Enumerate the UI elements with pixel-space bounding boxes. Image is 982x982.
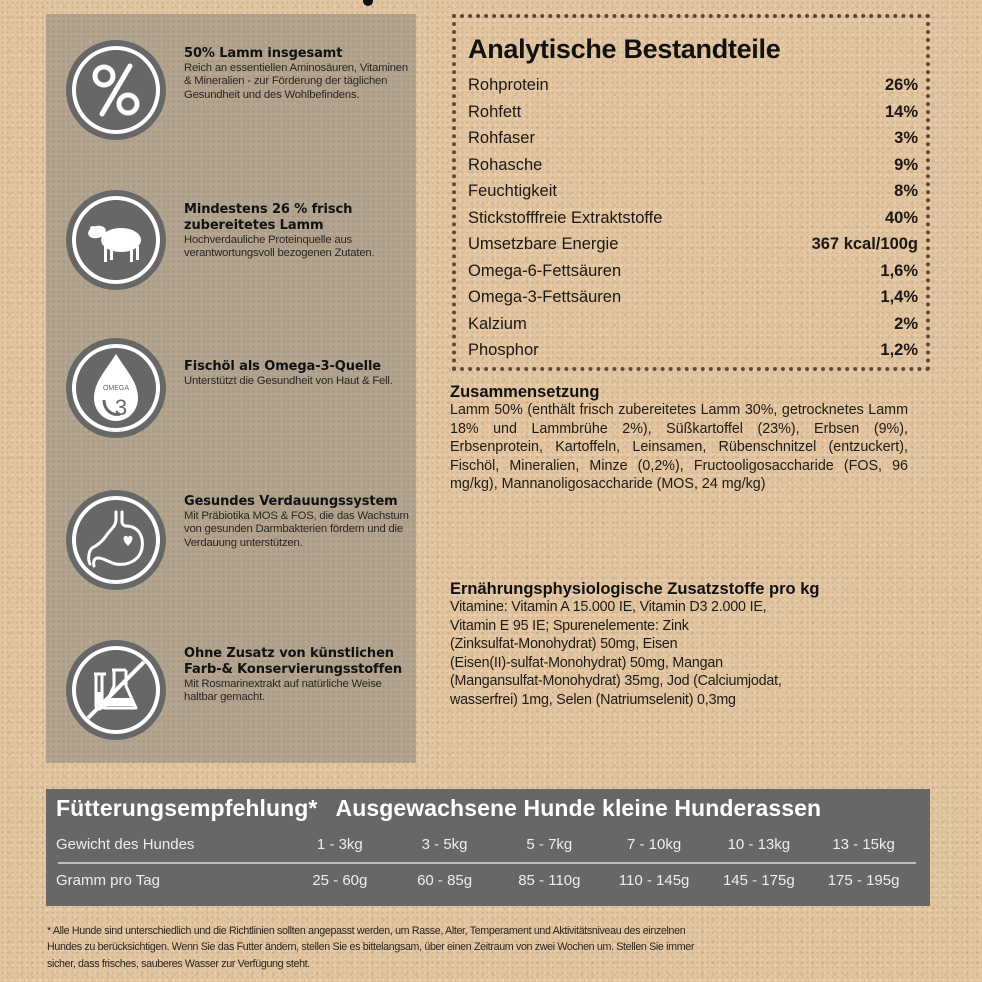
stomach-heart-icon (66, 490, 166, 590)
analytics-row (468, 156, 918, 183)
analytics-row (468, 315, 918, 342)
omega-3-drop-icon (66, 338, 166, 438)
additives-line: Vitamin E 95 IE; Spurenelemente: Zink (450, 617, 689, 634)
additives-line: (Eisen(II)-sulfat-Monohydrat) 50mg, Mangan (450, 654, 723, 671)
analytics-list (468, 76, 918, 368)
feeding-subtitle: Ausgewachsene Hunde kleine Hunderassen (335, 795, 822, 821)
analytics-label: Kalzium (468, 314, 527, 333)
analytics-row (468, 103, 918, 130)
analytics-row (468, 76, 918, 103)
analytics-label: Rohfett (468, 102, 522, 121)
analytics-row (468, 182, 918, 209)
analytics-value: 14% (884, 102, 918, 121)
feature-description: Reich an essentiellen Aminosäuren, Vitaminen & Mineralien - zur Förderung der täglichen Gesundheit und des Wohlbefindens. (184, 62, 408, 101)
analytics-value: 8% (894, 182, 918, 200)
analytics-label: Rohfaser (468, 129, 535, 147)
table-cell: 145 - 175g (722, 871, 795, 889)
analytics-title: Analytische Bestandteile (468, 34, 781, 64)
analytics-label: Stickstofffreie Extraktstoffe (468, 208, 663, 227)
additives-line: (Mangansulfat-Monohydrat) 35mg, Jod (Calciumjodat, (450, 673, 782, 690)
analytics-value: 2% (894, 314, 918, 333)
feeding-recommendation-table (46, 789, 930, 906)
analytics-row (468, 341, 918, 368)
additives-line: Vitamine: Vitamin A 15.000 IE, Vitamin D3 2.000 IE, (450, 599, 767, 615)
feeding-header (56, 795, 821, 822)
sheep-icon (66, 190, 166, 290)
row-header: Gramm pro Tag (56, 871, 160, 889)
analytics-label: Umsetzbare Energie (468, 235, 619, 253)
feature-description: Unterstützt die Gesundheit von Haut & Fell. (184, 375, 393, 387)
feature-description: Mit Präbiotika MOS & FOS, die das Wachstum von gesunden Darmbakterien fördern und die Verdauung unterstützen. (184, 510, 409, 549)
analytics-label: Feuchtigkeit (468, 182, 557, 200)
feeding-title: Fütterungsempfehlung* (56, 795, 318, 821)
features-panel (46, 14, 416, 763)
composition-section (450, 383, 908, 494)
table-cell: 175 - 195g (827, 871, 900, 889)
table-row-weight (56, 830, 916, 858)
feature-title: 50% Lamm insgesamt (184, 46, 343, 61)
analytical-constituents-box (452, 14, 930, 371)
analytics-row (468, 235, 918, 262)
no-chemicals-icon (66, 640, 166, 740)
analytics-row (468, 288, 918, 315)
footnote-line: Hundes zu berücksichtigen. Wenn Sie das Futter ändern, stellen Sie es bittelangsam, über einen Zeitraum von zwei Wochen um. Stellen Sie immer (47, 941, 695, 954)
analytics-value: 3% (894, 129, 918, 147)
table-row-grams (56, 866, 916, 894)
table-cell: 60 - 85g (417, 871, 473, 889)
feature-title: Fischöl als Omega-3-Quelle (184, 359, 382, 374)
analytics-value: 40% (884, 208, 918, 227)
analytics-label: Omega-6-Fettsäuren (468, 261, 622, 280)
analytics-row (468, 209, 918, 236)
analytics-row (468, 262, 918, 289)
feature-title: Mindestens 26 % frisch zubereitetes Lamm (184, 202, 353, 233)
decorative-dot (363, 0, 373, 6)
svg-text:3: 3 (114, 395, 128, 420)
composition-text: Lamm 50% (enthält frisch zubereitetes Lamm 30%, getrocknetes Lamm 18% und Lammbrühe 2%), Süßkartoffel (23%), Erbsen (9%), Erbsenprotein, Kartoffeln, Leinsamen, Rübenschnitzel (entzuckert), Fischöl, Mineralien, Minze (0,2%), Fructooligosaccharide (FOS, 96 mg/kg), Mannanoligosaccharide (MOS, 24 mg/kg) (450, 402, 908, 493)
footnote (47, 923, 947, 972)
analytics-value: 367 kcal/100g (811, 235, 918, 253)
footnote-line: sicher, dass frisches, sauberes Wasser zur Verfügung steht. (47, 957, 310, 970)
analytics-label: Omega-3-Fettsäuren (468, 288, 622, 306)
analytics-row (468, 129, 918, 156)
analytics-label: Phosphor (468, 341, 539, 359)
table-cell: 1 - 3kg (316, 835, 363, 853)
additives-line: (Zinksulfat-Monohydrat) 50mg, Eisen (450, 636, 678, 653)
table-cell: 7 - 10kg (626, 835, 682, 853)
percent-icon (66, 40, 166, 140)
analytics-label: Rohprotein (468, 76, 549, 94)
analytics-value: 1,2% (880, 341, 918, 359)
table-cell: 110 - 145g (618, 871, 690, 889)
table-cell: 10 - 13kg (727, 835, 791, 853)
analytics-value: 9% (894, 155, 918, 174)
table-divider (58, 862, 916, 864)
additives-text (450, 598, 920, 710)
row-header: Gewicht des Hundes (56, 835, 195, 853)
additives-title: Ernährungsphysiologische Zusatzstoffe pro kg (450, 580, 820, 598)
composition-title: Zusammensetzung (450, 383, 600, 401)
footnote-line: * Alle Hunde sind unterschiedlich und die Richtlinien sollten angepasst werden, um Rasse, Alter, Temperament und Aktivitätsniveau des einzelnen (47, 925, 686, 937)
feature-title: Gesundes Verdauungssystem (184, 494, 398, 509)
analytics-label: Rohasche (468, 155, 543, 174)
feature-description: Hochverdauliche Proteinquelle aus verantwortungsvoll bezogenen Zutaten. (184, 234, 375, 260)
feature-title: Ohne Zusatz von künstlichen Farb-& Konservierungsstoffen (184, 646, 403, 677)
additives-line: wasserfrei) 1mg, Selen (Natriumselenit) 0,3mg (450, 691, 736, 708)
analytics-value: 1,4% (880, 288, 918, 306)
table-cell: 85 - 110g (518, 871, 581, 889)
analytics-value: 1,6% (880, 261, 918, 280)
svg-text:OMEGA: OMEGA (102, 385, 130, 392)
table-cell: 3 - 5kg (421, 835, 468, 853)
table-cell: 13 - 15kg (832, 835, 895, 853)
analytics-value: 26% (884, 76, 918, 94)
table-cell: 25 - 60g (312, 871, 368, 889)
feature-description: Mit Rosmarinextrakt auf natürliche Weise haltbar gemacht. (184, 678, 382, 704)
additives-section (450, 580, 920, 710)
table-cell: 5 - 7kg (526, 835, 573, 853)
